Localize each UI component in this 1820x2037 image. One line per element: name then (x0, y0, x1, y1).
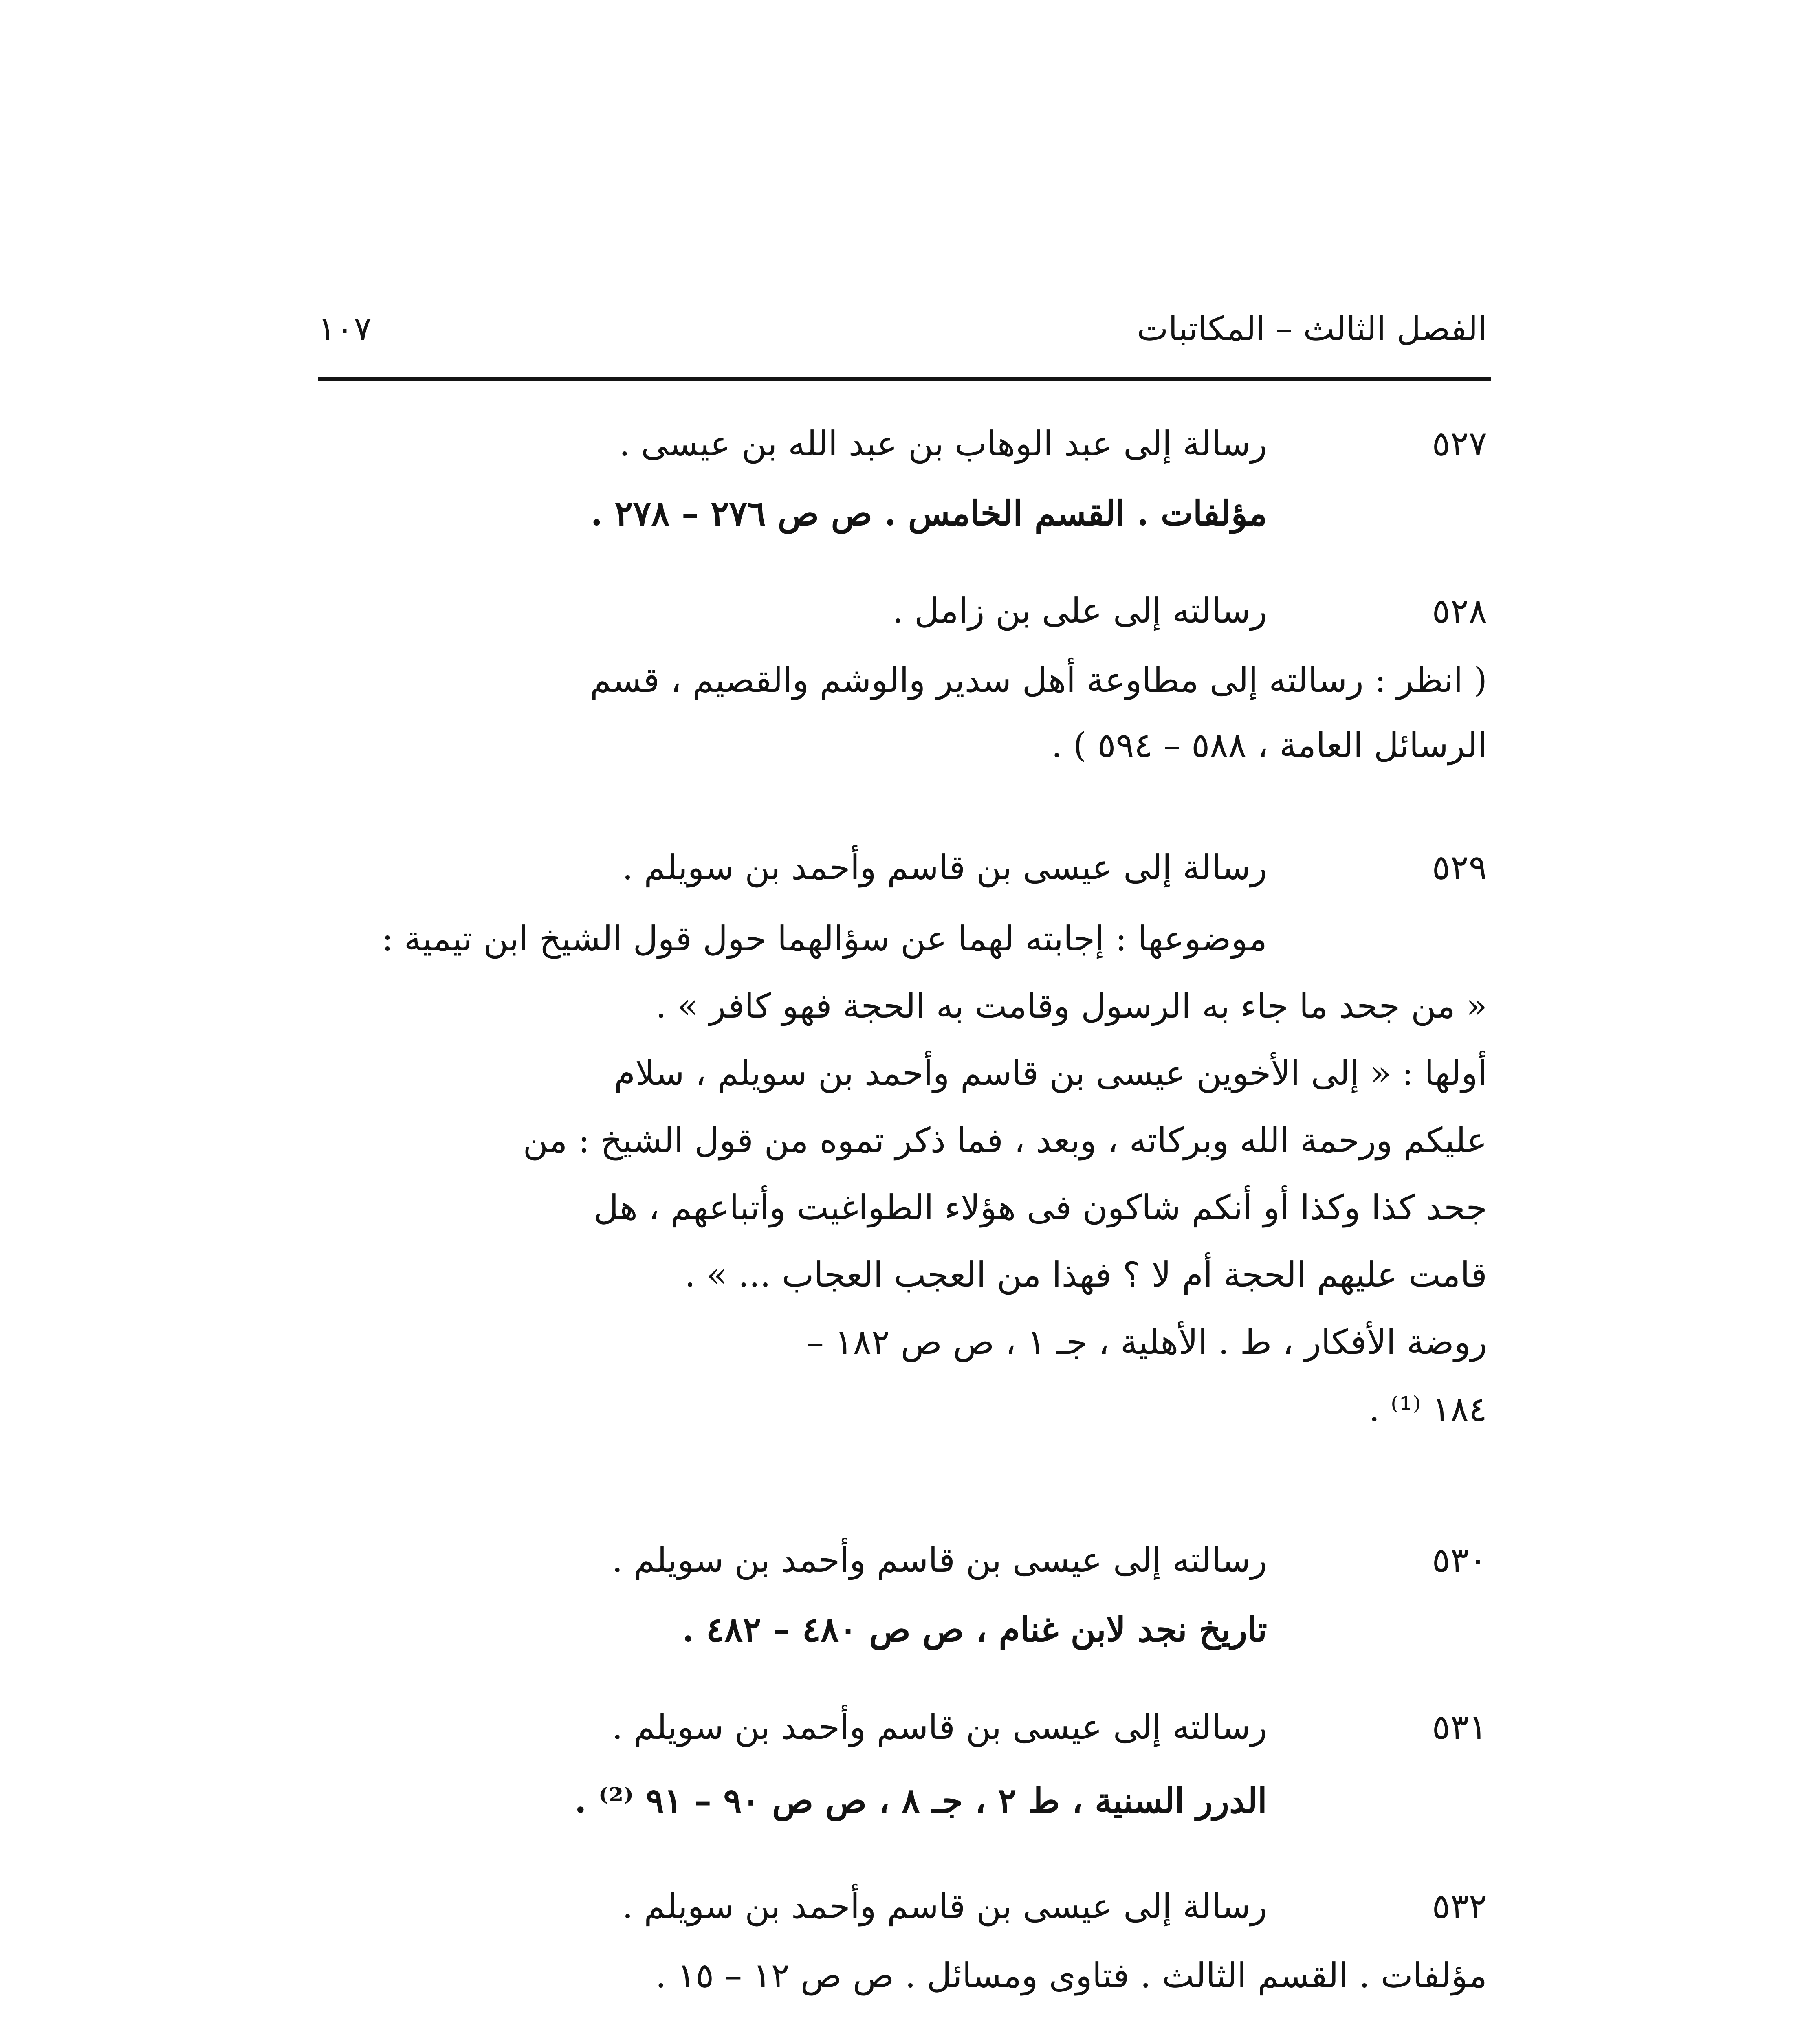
entry-number: ٥٣٢ (1432, 1886, 1487, 1926)
entry-528 (318, 591, 1487, 794)
entry-title: رسالته إلى عيسى بن قاسم وأحمد بن سويلم . (612, 1540, 1267, 1580)
entry-opening: قامت عليهم الحجة أم لا ؟ فهذا من العجب العجاب ... » . (684, 1255, 1487, 1295)
entry-title: رسالة إلى عيسى بن قاسم وأحمد بن سويلم . (622, 847, 1267, 887)
entry-531 (318, 1707, 1487, 1841)
entry-source: روضة الأفكار ، ط . الأهلية ، جـ ١ ، ص ص ١٨٢ – (806, 1322, 1487, 1362)
entry-source: تاريخ نجد لابن غنام ، ص ص ٤٨٠ – ٤٨٢ . (682, 1609, 1267, 1650)
entry-note: ( انظر : رسالته إلى مطاوعة أهل سدير والوشم والقصيم ، قسم (590, 660, 1487, 700)
running-header (318, 310, 1487, 371)
entry-number: ٥٢٩ (1432, 847, 1487, 887)
entry-title: رسالة إلى عبد الوهاب بن عبد الله بن عيسى . (619, 424, 1267, 464)
entry-source: مؤلفات . القسم الثالث . فتاوى ومسائل . ص ص ١٢ – ١٥ . (655, 1956, 1487, 1995)
entry-number: ٥٣١ (1432, 1707, 1487, 1747)
entry-opening: أولها : « إلى الأخوين عيسى بن قاسم وأحمد بن سويلم ، سلام (614, 1053, 1487, 1093)
entry-note: الرسائل العامة ، ٥٨٨ – ٥٩٤ ) . (1051, 725, 1487, 765)
entry-number: ٥٣٠ (1432, 1540, 1487, 1580)
entry-529 (318, 847, 1487, 1499)
entry-527 (318, 424, 1487, 558)
entry-source: الدرر السنية ، ط ٢ ، جـ ٨ ، ص ص ٩٠ – ٩١ ⁽²⁾ . (574, 1780, 1267, 1821)
entry-number: ٥٢٧ (1432, 424, 1487, 464)
page-number: ١٠٧ (318, 310, 372, 348)
entry-title: رسالة إلى عيسى بن قاسم وأحمد بن سويلم . (622, 1886, 1267, 1926)
entry-title: رسالته إلى على بن زامل . (892, 591, 1267, 631)
entry-opening: عليكم ورحمة الله وبركاته ، وبعد ، فما ذكر تموه من قول الشيخ : من (523, 1120, 1487, 1160)
chapter-title: الفصل الثالث – المكاتبات (1137, 310, 1487, 348)
header-rule (318, 377, 1491, 381)
entry-source: ١٨٤ ⁽¹⁾ . (1369, 1389, 1487, 1429)
entry-530 (318, 1540, 1487, 1674)
entry-subject: « من جحد ما جاء به الرسول وقامت به الحجة فهو كافر » . (656, 986, 1487, 1026)
entry-number: ٥٢٨ (1432, 591, 1487, 631)
entry-opening: جحد كذا وكذا أو أنكم شاكون فى هؤلاء الطواغيت وأتباعهم ، هل (594, 1188, 1487, 1227)
entry-source: مؤلفات . القسم الخامس . ص ص ٢٧٦ – ٢٧٨ . (590, 493, 1267, 533)
entry-title: رسالته إلى عيسى بن قاسم وأحمد بن سويلم . (612, 1707, 1267, 1747)
entry-subject: موضوعها : إجابته لهما عن سؤالهما حول قول الشيخ ابن تيمية : (381, 919, 1267, 959)
entry-532 (318, 1886, 1487, 2021)
